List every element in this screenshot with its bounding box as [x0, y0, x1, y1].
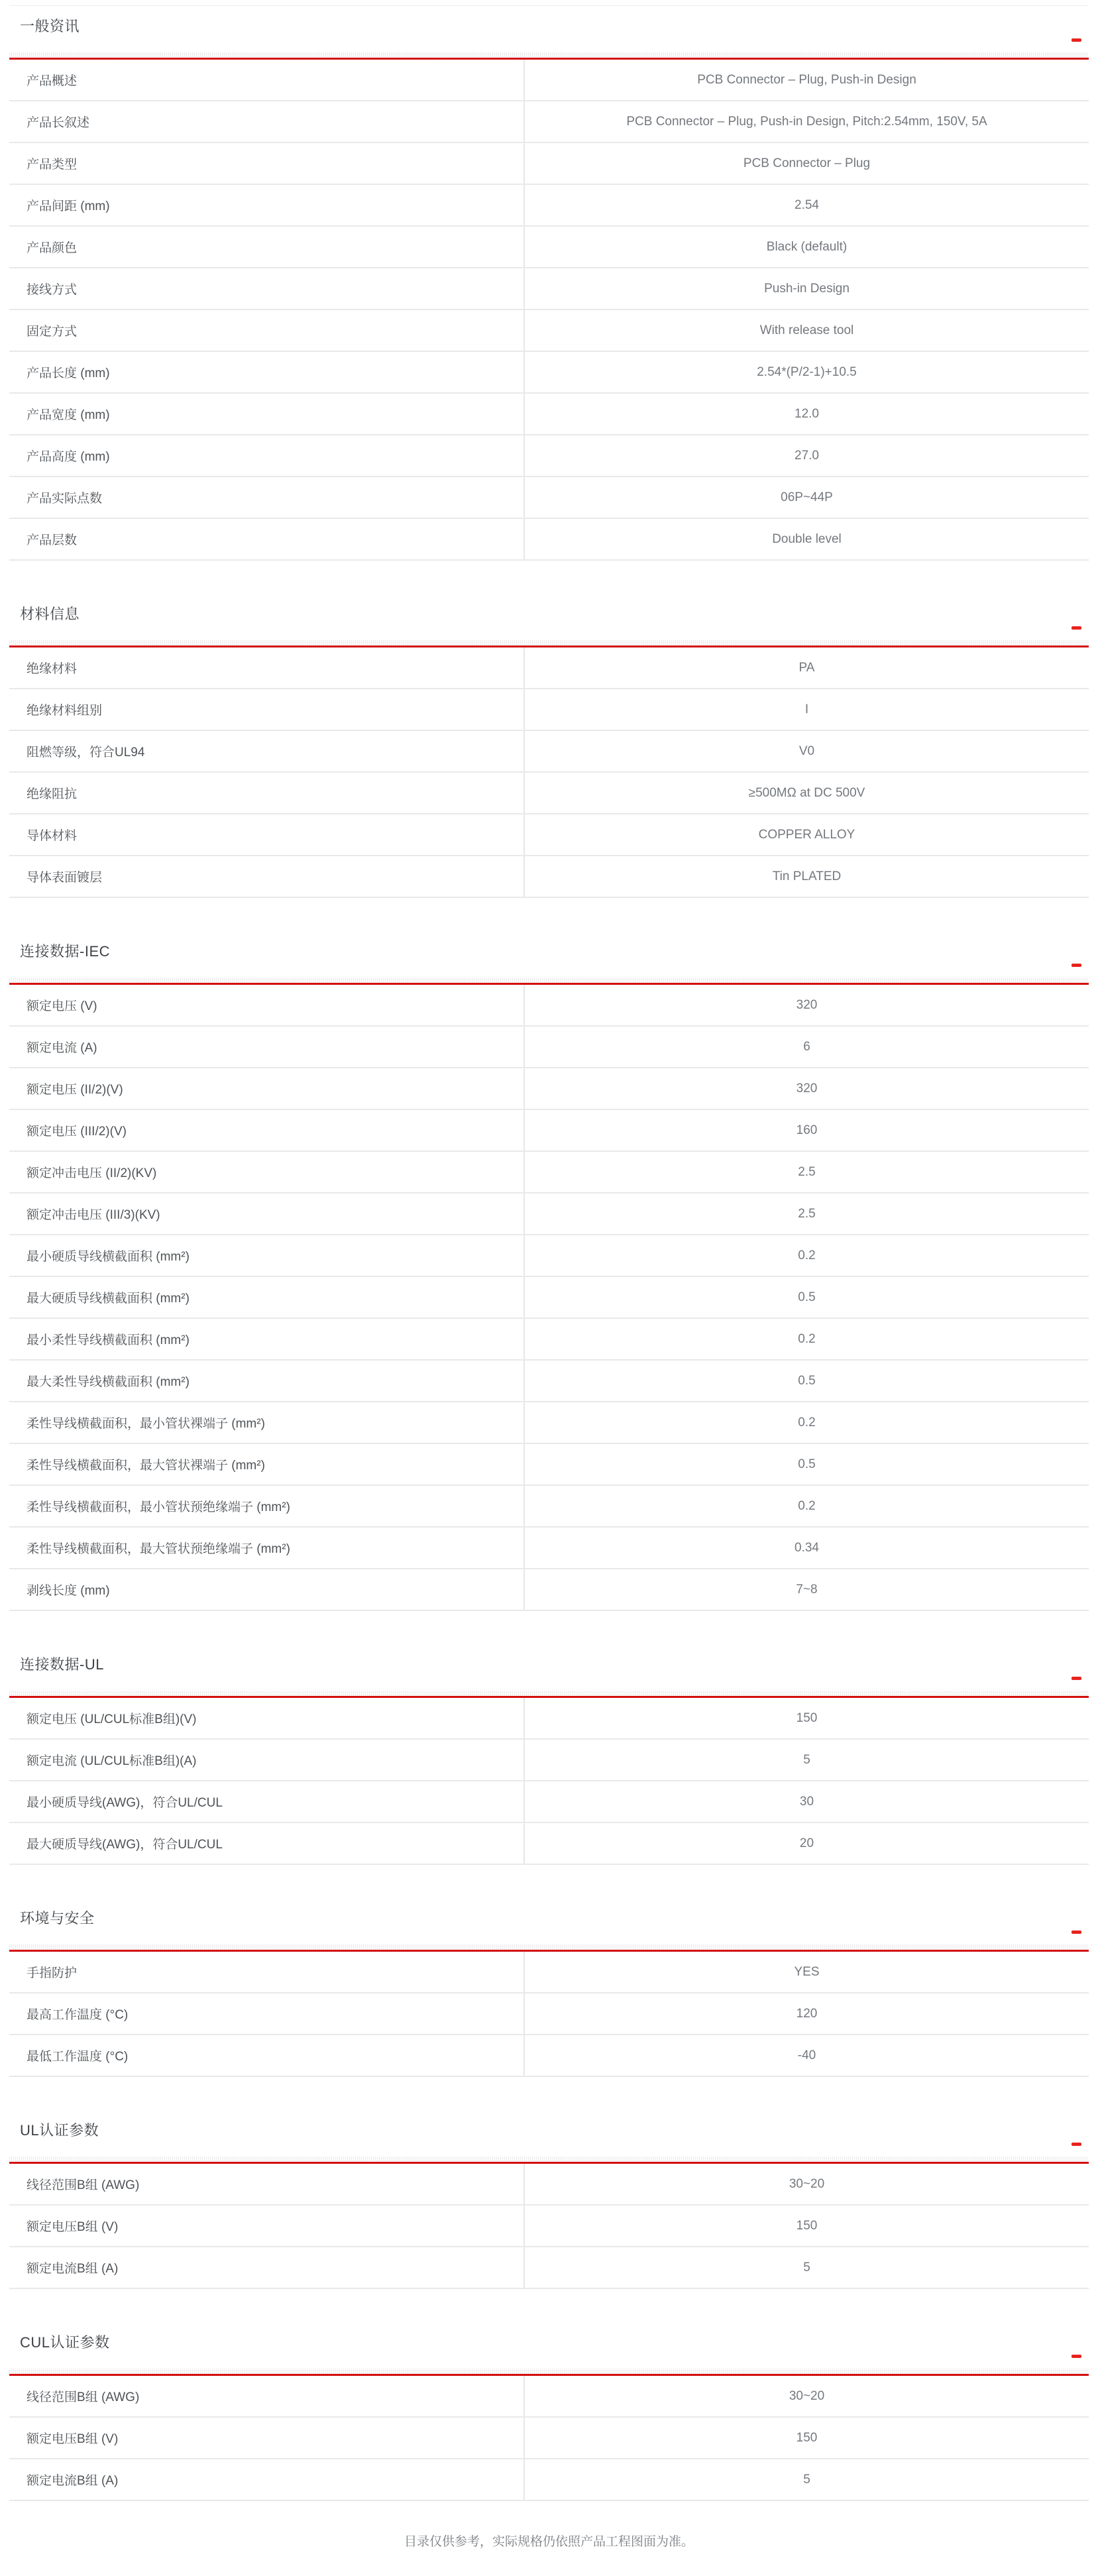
section-header — [9, 940, 1089, 963]
collapse-minus-icon[interactable] — [1071, 38, 1081, 42]
section-title: 连接数据-UL — [20, 1656, 104, 1673]
spec-row-value: 2.54*(P/2-1)+10.5 — [757, 364, 857, 379]
section-title: UL认证参数 — [20, 2122, 99, 2139]
spec-row — [9, 394, 1089, 435]
spec-row-value: 0.2 — [798, 1498, 816, 1513]
spec-row — [9, 477, 1089, 519]
spec-row-label: 柔性导线横截面积，最大管状裸端子 (mm²) — [9, 1444, 525, 1484]
spec-row — [9, 60, 1089, 101]
spec-row — [9, 1319, 1089, 1361]
spec-row-value: YES — [794, 1964, 820, 1979]
spec-row — [9, 1110, 1089, 1152]
spec-row-value: V0 — [798, 744, 815, 758]
spec-row-value: ≥500MΩ at DC 500V — [748, 785, 865, 800]
spec-row-label: 导体表面镀层 — [9, 856, 525, 897]
collapse-minus-icon[interactable] — [1071, 2355, 1081, 2358]
spec-row — [9, 1569, 1089, 1611]
section-stripe-band — [9, 640, 1089, 645]
spec-row-label: 绝缘材料组别 — [9, 689, 525, 730]
spec-row-value: 0.5 — [798, 1290, 816, 1304]
spec-row — [9, 647, 1089, 689]
spec-row-label: 产品宽度 (mm) — [9, 394, 525, 434]
collapse-minus-icon[interactable] — [1071, 1677, 1081, 1680]
spec-row-value: 2.54 — [795, 197, 819, 212]
spec-row — [9, 352, 1089, 394]
spec-row-label: 额定冲击电压 (II/2)(KV) — [9, 1152, 525, 1192]
spec-row-label: 柔性导线横截面积，最大管状预绝缘端子 (mm²) — [9, 1528, 525, 1568]
spec-table — [9, 2376, 1089, 2501]
spec-row-value: 0.2 — [798, 1331, 816, 1346]
spec-row-label: 固定方式 — [9, 310, 525, 351]
spec-row-label: 产品间距 (mm) — [9, 185, 525, 225]
spec-row-label: 线径范围B组 (AWG) — [9, 2376, 525, 2416]
spec-row — [9, 268, 1089, 310]
collapse-minus-icon[interactable] — [1071, 1931, 1081, 1934]
spec-row-label: 额定电流B组 (A) — [9, 2247, 525, 2288]
section-stripe-band — [9, 2369, 1089, 2374]
spec-row-value: PCB Connector – Plug, Push-in Design — [697, 72, 916, 87]
spec-row-label: 阻燃等级，符合UL94 — [9, 731, 525, 771]
page-top-divider — [9, 5, 1089, 6]
spec-row — [9, 985, 1089, 1027]
section-stripe-band — [9, 52, 1089, 58]
collapse-minus-icon[interactable] — [1071, 2143, 1081, 2146]
spec-table — [9, 647, 1089, 898]
spec-row — [9, 2376, 1089, 2418]
spec-row — [9, 689, 1089, 731]
spec-row — [9, 1993, 1089, 2035]
spec-row — [9, 1952, 1089, 1993]
spec-row-label: 绝缘材料 — [9, 647, 525, 688]
spec-sections-container — [9, 15, 1089, 2501]
spec-row-label: 产品高度 (mm) — [9, 435, 525, 476]
spec-row-label: 产品类型 — [9, 143, 525, 184]
spec-row-value: 27.0 — [795, 448, 819, 463]
spec-row-label: 额定电流 (A) — [9, 1027, 525, 1067]
spec-row-value: 30~20 — [789, 2388, 825, 2403]
spec-row — [9, 1068, 1089, 1110]
spec-row-label: 最高工作温度 (°C) — [9, 1993, 525, 2034]
spec-row-label: 产品实际点数 — [9, 477, 525, 518]
spec-row-value: 0.5 — [798, 1373, 816, 1388]
spec-row — [9, 1402, 1089, 1444]
spec-row-label: 额定冲击电压 (III/3)(KV) — [9, 1194, 525, 1234]
spec-row-value: 150 — [796, 1710, 818, 1725]
spec-row — [9, 2035, 1089, 2077]
collapse-minus-icon[interactable] — [1071, 964, 1081, 967]
spec-row — [9, 1194, 1089, 1235]
section-title: 材料信息 — [20, 606, 80, 622]
spec-row — [9, 143, 1089, 185]
spec-row-value: Black (default) — [766, 239, 848, 254]
spec-row — [9, 2164, 1089, 2206]
spec-section — [9, 15, 1089, 561]
spec-row-value: 12.0 — [795, 406, 819, 421]
section-stripe-band — [9, 1691, 1089, 1696]
spec-row-value: PCB Connector – Plug, Push-in Design, Pitch:2.54mm, 150V, 5A — [626, 114, 987, 129]
section-header — [9, 1907, 1089, 1930]
section-header — [9, 2331, 1089, 2354]
spec-section — [9, 940, 1089, 1611]
spec-table — [9, 1952, 1089, 2077]
spec-row-label: 产品层数 — [9, 519, 525, 559]
spec-row — [9, 227, 1089, 268]
spec-row-value: 7~8 — [796, 1582, 818, 1596]
spec-row-value: 6 — [803, 1039, 810, 1054]
footer-disclaimer: 目录仅供参考，实际规格仍依照产品工程图面为准。 — [404, 2535, 694, 2549]
spec-row — [9, 856, 1089, 898]
spec-row — [9, 1823, 1089, 1865]
section-stripe-band — [9, 1944, 1089, 1950]
spec-row-value: 20 — [799, 1836, 814, 1850]
spec-row — [9, 814, 1089, 856]
spec-row-value: 320 — [796, 1081, 818, 1095]
spec-row-label: 产品长叙述 — [9, 101, 525, 142]
spec-row-label: 额定电压 (II/2)(V) — [9, 1068, 525, 1109]
spec-row-value: With release tool — [759, 323, 854, 337]
spec-row — [9, 2418, 1089, 2459]
spec-section — [9, 603, 1089, 898]
section-title: 连接数据-IEC — [20, 943, 111, 960]
spec-row — [9, 1277, 1089, 1319]
spec-row-value: 150 — [796, 2218, 818, 2233]
spec-row — [9, 1152, 1089, 1194]
spec-row-label: 最小硬质导线(AWG)，符合UL/CUL — [9, 1781, 525, 1822]
spec-row — [9, 435, 1089, 477]
spec-table — [9, 1698, 1089, 1865]
spec-row-value: Double level — [772, 532, 842, 546]
spec-row-value: 06P~44P — [781, 490, 833, 504]
spec-row-value: 2.5 — [798, 1164, 816, 1179]
spec-row-label: 产品颜色 — [9, 227, 525, 267]
spec-row-label: 手指防护 — [9, 1952, 525, 1992]
spec-row — [9, 773, 1089, 814]
spec-row — [9, 1027, 1089, 1068]
spec-row — [9, 1444, 1089, 1486]
spec-row-value: -40 — [797, 2048, 816, 2062]
spec-row-label: 最小柔性导线横截面积 (mm²) — [9, 1319, 525, 1359]
spec-row-label: 最大硬质导线横截面积 (mm²) — [9, 1277, 525, 1317]
spec-row-value: 160 — [796, 1123, 818, 1137]
spec-row-label: 最小硬质导线横截面积 (mm²) — [9, 1235, 525, 1276]
section-title: 环境与安全 — [20, 1910, 95, 1927]
spec-row-label: 额定电压 (V) — [9, 985, 525, 1025]
spec-row-label: 额定电流 (UL/CUL标准B组)(A) — [9, 1740, 525, 1780]
spec-section — [9, 1653, 1089, 1865]
spec-row-value: 0.5 — [798, 1457, 816, 1471]
spec-row-value: 5 — [803, 2472, 810, 2487]
spec-row-label: 额定电流B组 (A) — [9, 2459, 525, 2500]
spec-row-label: 接线方式 — [9, 268, 525, 309]
spec-row — [9, 1740, 1089, 1781]
spec-row-value: 0.34 — [795, 1540, 819, 1555]
spec-row-label: 线径范围B组 (AWG) — [9, 2164, 525, 2204]
spec-row-value: PA — [798, 660, 815, 675]
spec-row-value: 320 — [796, 997, 818, 1012]
spec-section — [9, 1907, 1089, 2077]
spec-row — [9, 1528, 1089, 1569]
spec-row-value: I — [804, 702, 809, 716]
spec-row — [9, 2247, 1089, 2289]
spec-row-label: 绝缘阻抗 — [9, 773, 525, 813]
spec-row-value: 0.2 — [798, 1248, 816, 1262]
spec-row — [9, 310, 1089, 352]
spec-row — [9, 1235, 1089, 1277]
spec-row-label: 产品概述 — [9, 60, 525, 100]
spec-row — [9, 1486, 1089, 1528]
spec-row — [9, 2459, 1089, 2501]
spec-row — [9, 101, 1089, 143]
spec-row-value: 0.2 — [798, 1415, 816, 1429]
spec-row-value: 30~20 — [789, 2176, 825, 2191]
spec-row-value: PCB Connector – Plug — [743, 156, 871, 170]
spec-row-label: 最大硬质导线(AWG)，符合UL/CUL — [9, 1823, 525, 1864]
spec-table — [9, 60, 1089, 561]
spec-row-label: 剥线长度 (mm) — [9, 1569, 525, 1610]
spec-row-value: 120 — [796, 2006, 818, 2021]
spec-row-value: COPPER ALLOY — [758, 827, 855, 842]
spec-section — [9, 2119, 1089, 2289]
spec-row-value: Push-in Design — [764, 281, 850, 296]
spec-table — [9, 2164, 1089, 2289]
spec-row-label: 最大柔性导线横截面积 (mm²) — [9, 1361, 525, 1401]
spec-row-value: Tin PLATED — [772, 869, 842, 883]
spec-row — [9, 2206, 1089, 2247]
spec-row-label: 最低工作温度 (°C) — [9, 2035, 525, 2076]
section-header — [9, 2119, 1089, 2142]
spec-row-value: 2.5 — [798, 1206, 816, 1221]
section-title: 一般资讯 — [20, 18, 80, 34]
spec-section — [9, 2331, 1089, 2501]
spec-row — [9, 1698, 1089, 1740]
spec-row-label: 额定电压 (UL/CUL标准B组)(V) — [9, 1698, 525, 1738]
spec-row — [9, 731, 1089, 773]
spec-row-label: 柔性导线横截面积，最小管状裸端子 (mm²) — [9, 1402, 525, 1443]
section-title: CUL认证参数 — [20, 2334, 110, 2351]
spec-table — [9, 985, 1089, 1611]
spec-row-label: 柔性导线横截面积，最小管状预绝缘端子 (mm²) — [9, 1486, 525, 1526]
spec-row-label: 导体材料 — [9, 814, 525, 855]
spec-row-value: 150 — [796, 2430, 818, 2445]
spec-row-value: 30 — [799, 1794, 814, 1809]
spec-row — [9, 1781, 1089, 1823]
section-header — [9, 1653, 1089, 1676]
spec-row-label: 额定电压B组 (V) — [9, 2418, 525, 2458]
section-stripe-band — [9, 2156, 1089, 2162]
spec-row-label: 额定电压B组 (V) — [9, 2206, 525, 2246]
section-header — [9, 603, 1089, 626]
spec-row — [9, 519, 1089, 561]
collapse-minus-icon[interactable] — [1071, 626, 1081, 630]
spec-row-label: 额定电压 (III/2)(V) — [9, 1110, 525, 1150]
section-stripe-band — [9, 978, 1089, 983]
spec-row-label: 产品长度 (mm) — [9, 352, 525, 392]
spec-row-value: 5 — [803, 1752, 810, 1767]
section-header — [9, 15, 1089, 38]
spec-row-value: 5 — [803, 2260, 810, 2274]
product-spec-page — [0, 5, 1098, 2576]
spec-row — [9, 185, 1089, 227]
spec-row — [9, 1361, 1089, 1402]
